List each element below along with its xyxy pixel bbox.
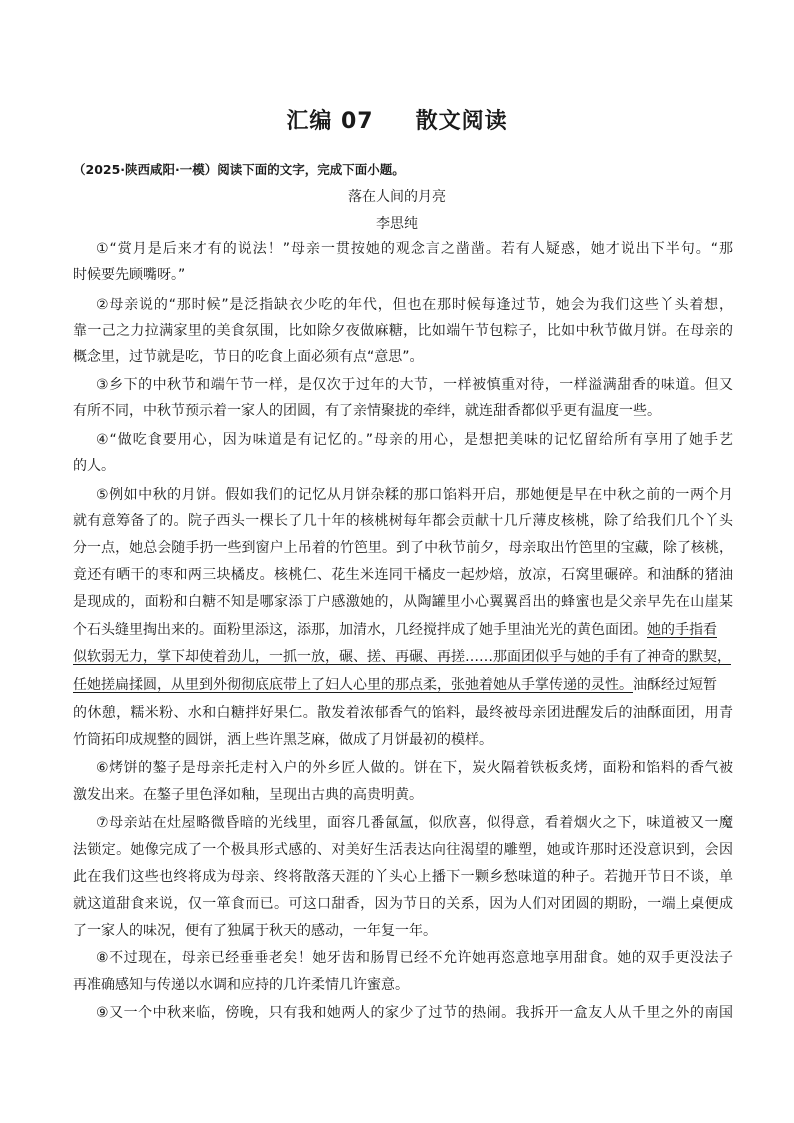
paragraph-line: ②母亲说的“那时候”是泛指缺衣少吃的年代，但也在那时候每逢过节，她会为我们这些丫头着想，: [96, 297, 733, 313]
title-part2: 散文阅读: [415, 109, 508, 134]
paragraph-line: 竹筒拓印成规整的圆饼，洒上些许黑芝麻，做成了月饼最初的模样。: [73, 732, 493, 748]
paragraph-line: ①“赏月是后来才有的说法！”母亲一贯按她的观念言之凿凿。若有人疑惑，她才说出下半句。“那: [96, 241, 733, 257]
paragraph-line: ③乡下的中秋节和端午节一样，是仅次于过年的大节，一样被慎重对待，一样溢满甜香的味道。但又: [96, 377, 733, 393]
underlined-text: 任她搓扁揉圆，从里到外彻彻底底带上了妇人心里的那点柔，张弛着她从手掌传递的灵性。: [73, 677, 633, 693]
paragraph-line: 竟还有晒干的枣和两三块橘皮。核桃仁、花生米连同干橘皮一起炒焙，放凉，石窝里碾碎。和油酥的猪油: [73, 567, 733, 583]
paragraph-line: ⑤例如中秋的月饼。假如我们的记忆从月饼杂糅的那口馅料开启，那她便是早在中秋之前的一两个月: [96, 487, 733, 503]
paragraph-line: 靠一己之力拉满家里的美食氛围，比如除夕夜做麻糖，比如端午节包粽子，比如中秋节做月饼。在母亲的: [73, 323, 733, 339]
paragraph-line: 就这道甜食来说，仅一箪食而已。可这口甜香，因为节日的关系，因为人们对团圆的期盼，一端上桌便成: [73, 896, 733, 912]
line-text: 个石头缝里掏出来的。面粉里添这，添那，加清水，几经搅拌成了她手里油光光的黄色面团。: [73, 622, 647, 638]
paragraph-line: 法锁定。她像完成了一个极具形式感的、对美好生活表达向往渴望的雕塑，她或许那时还没意识到，会因: [73, 842, 733, 858]
underlined-line: 似软弱无力，掌下却使着劲儿，一抓一放，碾、搓、再碾、再搓……那面团似乎与她的手有了神奇的默契，: [73, 649, 731, 665]
paragraph-line: 是现成的，面粉和白糖不知是哪家添丁户感激她的，从陶罐里小心翼翼舀出的蜂蜜也是父亲早先在山崖某: [73, 594, 733, 610]
paragraph-line: ⑥烤饼的鏊子是母亲托走村入户的外乡匠人做的。饼在下，炭火隔着铁板炙烤，面粉和馅料的香气被: [96, 760, 733, 776]
paragraph-line: ⑦母亲站在灶屋略微昏暗的光线里，面容几番氤氲，似欣喜，似得意，看着烟火之下，味道被又一魔: [96, 815, 733, 831]
paragraph-line: 时候要先顾嘴呀。”: [73, 267, 186, 283]
paragraph-line: 就有意筹备了的。院子西头一棵长了几十年的核桃树每年都会贡献十几斤薄皮核桃，除了给我们几个丫头: [73, 513, 733, 529]
paragraph-line: 有所不同，中秋节预示着一家人的团圆，有了亲情聚拢的牵绊，就连甜香都似乎更有温度一些。: [73, 403, 661, 419]
paragraph-line: 概念里，过节就是吃，节日的吃食上面必须有点“意思”。: [73, 349, 424, 365]
paragraph-line: 分一点，她总会随手扔一些到窗户上吊着的竹笆里。到了中秋节前夕，母亲取出竹笆里的宝藏，除了核桃，: [73, 540, 733, 556]
essay-title: 落在人间的月亮: [348, 189, 446, 205]
question-source: （2025·陕西咸阳·一模）阅读下面的文字，完成下面小题。: [73, 162, 405, 177]
title-part1: 汇编 07: [286, 109, 374, 134]
underlined-text: 她的手指看: [647, 622, 717, 638]
paragraph-line: 的休憩，糯米粉、水和白糖拌好果仁。散发着浓郁香气的馅料，最终被母亲团进醒发后的油酥面团，用青: [73, 705, 733, 721]
paragraph-line: 激发出来。在鏊子里色泽如釉，呈现出古典的高贵明黄。: [73, 787, 423, 803]
paragraph-line: [73, 617, 733, 643]
page-title: [0, 104, 794, 135]
paragraph-line: ⑧不过现在，母亲已经垂垂老矣！她牙齿和肠胃已经不允许她再恣意地享用甜食。她的双手更没法子: [96, 950, 733, 966]
essay-author: 李思纯: [376, 216, 418, 232]
paragraph-line: 了一家人的味况，便有了独属于秋天的感动，一年复一年。: [73, 923, 437, 939]
paragraph-line: ④“做吃食要用心，因为味道是有记忆的。”母亲的用心，是想把美味的记忆留给所有享用了她手艺: [96, 432, 733, 448]
paragraph-line: 的人。: [73, 458, 115, 474]
paragraph-line: 此在我们这些也终将成为母亲、终将散落天涯的丫头心上播下一颗乡愁味道的种子。若抛开节日不谈，单: [73, 869, 733, 885]
line-text: 油酥经过短暂: [633, 677, 717, 693]
paragraph-line: ⑨又一个中秋来临，傍晚，只有我和她两人的家少了过节的热闹。我拆开一盒友人从千里之外的南国: [96, 1005, 733, 1021]
paragraph-line: [73, 672, 733, 698]
paragraph-line: 再准确感知与传递以水调和应持的几许柔情几许蜜意。: [73, 977, 409, 993]
